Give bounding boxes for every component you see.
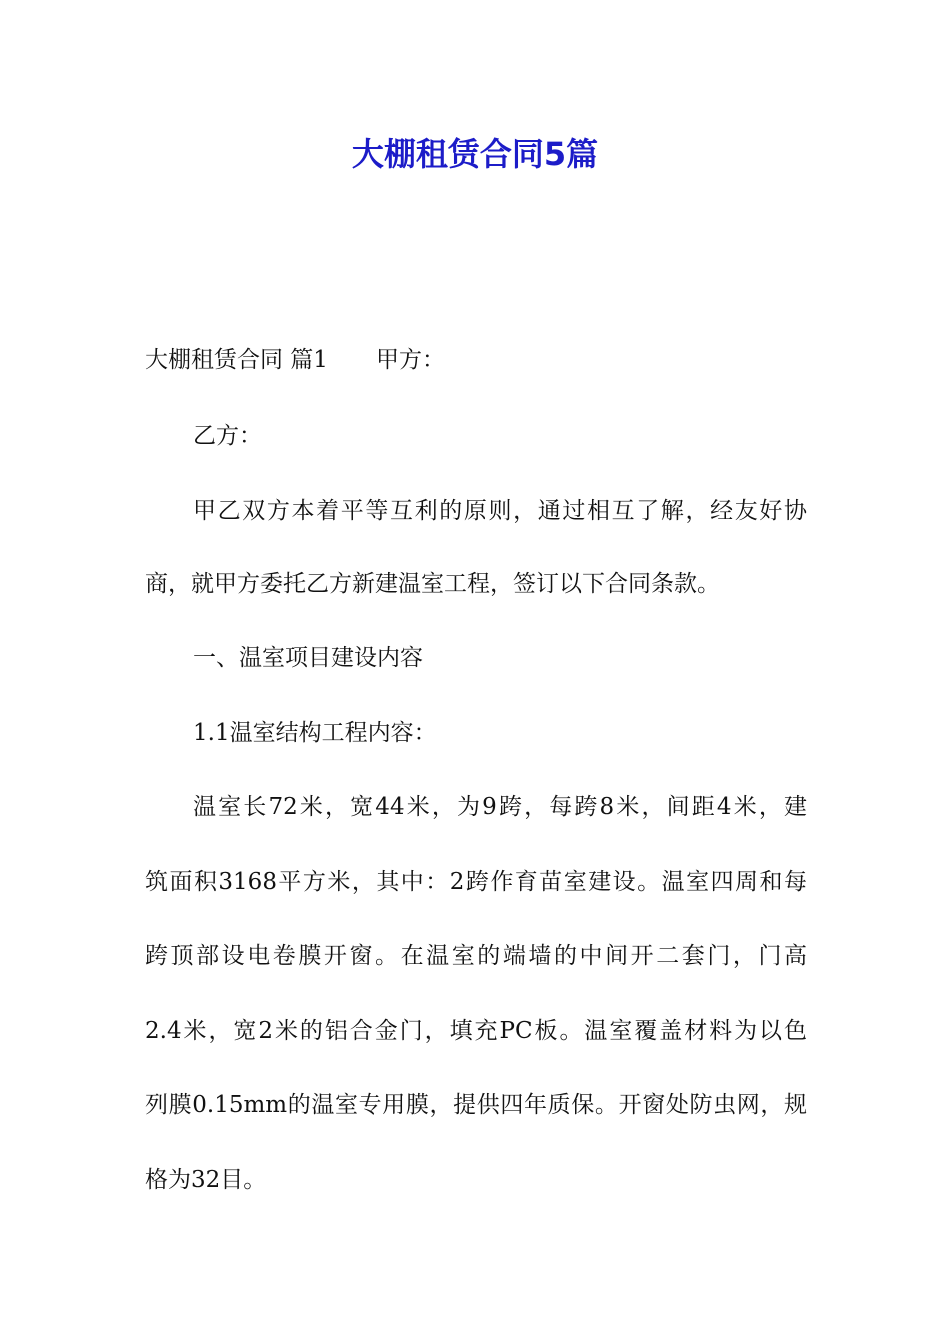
paragraph-line: 2.4米，宽2米的铝合金门，填充PC板。温室覆盖材料为以色 bbox=[145, 1018, 807, 1044]
contract-heading-line bbox=[145, 342, 807, 378]
document-title: 大棚租赁合同5篇 bbox=[351, 135, 599, 173]
paragraph-line: 列膜0.15mm的温室专用膜，提供四年质保。开窗处防虫网，规 bbox=[145, 1092, 807, 1118]
contract-heading: 大棚租赁合同 篇1 bbox=[145, 347, 328, 373]
party-a-label: 甲方： bbox=[375, 347, 445, 373]
paragraph-line: 筑面积3168平方米，其中：2跨作育苗室建设。温室四周和每 bbox=[145, 869, 807, 895]
paragraph-line: 温室长72米，宽44米，为9跨，每跨8米，间距4米，建 bbox=[193, 794, 807, 820]
section-heading: 一、温室项目建设内容 bbox=[193, 645, 423, 671]
paragraph-line: 格为32目。 bbox=[145, 1167, 267, 1193]
paragraph-line: 甲乙双方本着平等互利的原则，通过相互了解，经友好协 bbox=[193, 498, 807, 524]
subsection-heading: 1.1温室结构工程内容： bbox=[193, 720, 437, 746]
party-b-label: 乙方： bbox=[193, 423, 262, 449]
paragraph-line: 商，就甲方委托乙方新建温室工程，签订以下合同条款。 bbox=[145, 571, 720, 597]
paragraph-line: 跨顶部设电卷膜开窗。在温室的端墙的中间开二套门，门高 bbox=[145, 943, 807, 969]
